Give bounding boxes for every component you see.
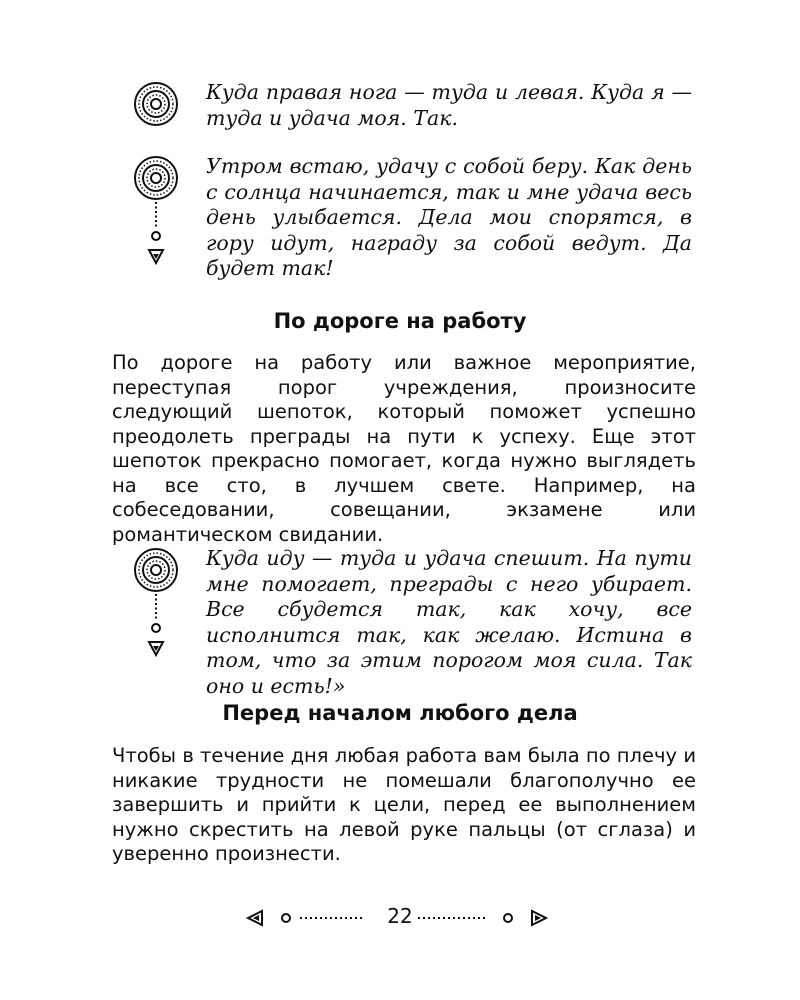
charm-text: Куда иду — туда и удача спешит. На пути мне помогает, преграды с него убирает. Все сбудется так, как хочу, все исполнится так, как желаю. Истина в том, что за этим порогом моя сила. Так оно и есть!» bbox=[206, 546, 692, 698]
mandala-icon bbox=[132, 80, 180, 133]
charm-block-3 bbox=[132, 546, 692, 698]
mandala-pendant-icon bbox=[132, 154, 180, 277]
charm-text: Куда правая нога — туда и левая. Куда я — туда и удача моя. Так. bbox=[206, 80, 692, 130]
section-paragraph: По дороге на работу или важное мероприятие, переступая порог учреждения, произносите следующий шепоток, который поможет успешно преодолеть преграды на пути к успеху. Еще этот шепоток прекрасно помогает, когда нужно выглядеть на все сто, в лучшем свете. Например, на собеседовании, совещании, экзамене или романтическом свидании. bbox=[112, 351, 696, 546]
charm-block-2 bbox=[132, 154, 692, 284]
page-number: 22 bbox=[387, 904, 413, 928]
mandala-pendant-icon bbox=[132, 546, 180, 669]
section-paragraph: Чтобы в течение дня любая работа вам была по плечу и никакие трудности не помешали благополучно ее завершить и прийти к цели, перед ее выполнением нужно скрестить на левой руке пальцы (от сглаза) и уверенно произнести. bbox=[112, 744, 696, 865]
page-footer bbox=[0, 902, 800, 932]
section-heading: Перед началом любого дела bbox=[222, 701, 578, 725]
charm-text: Утром встаю, удачу с собой беру. Как день с солнца начинается, так и мне удача весь день улыбается. Дела мои спорятся, в гору идут, награду за собой ведут. Да будет так! bbox=[206, 154, 692, 280]
charm-block-1 bbox=[132, 80, 692, 140]
section-heading: По дороге на работу bbox=[273, 309, 527, 333]
